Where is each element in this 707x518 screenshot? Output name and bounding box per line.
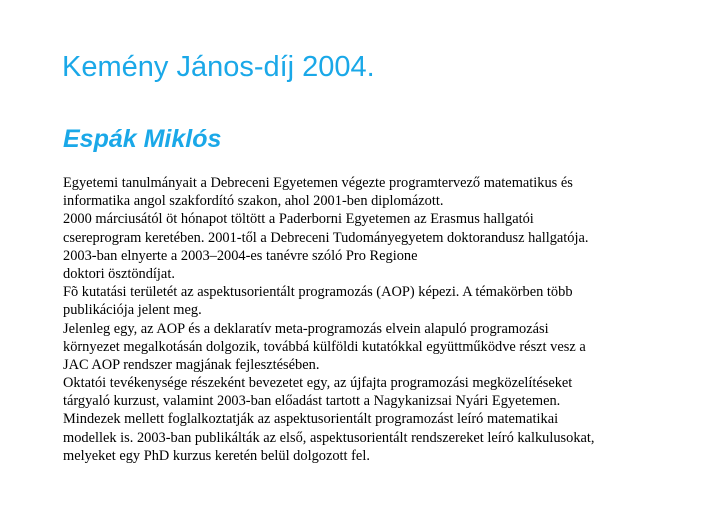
- biography-line: Fõ kutatási területét az aspektusorientált programozás (AOP) képezi. A témakörben több: [63, 284, 573, 301]
- biography-line: tárgyaló kurzust, valamint 2003-ban előadást tartott a Nagykanizsai Nyári Egyetemen.: [63, 393, 561, 410]
- biography-line: Oktatói tevékenysége részeként bevezetet egy, az újfajta programozási megközelítéseket: [63, 375, 573, 392]
- biography-line: Egyetemi tanulmányait a Debreceni Egyetemen végezte programtervező matematikus és: [63, 175, 573, 191]
- biography-line: csereprogram keretében. 2001-től a Debreceni Tudományegyetem doktorandusz hallgatója.: [63, 229, 589, 246]
- biography-line: környezet megalkotásán dolgozik, továbbá külföldi kutatókkal együttműködve részt vesz a: [63, 338, 586, 355]
- biography-line: publikációja jelent meg.: [63, 302, 202, 319]
- biography-line: Jelenleg egy, az AOP és a deklaratív meta-programozás elvein alapuló programozási: [63, 320, 549, 337]
- biography-text: [63, 174, 595, 465]
- biography-line: 2003-ban elnyerte a 2003–2004-es tanévre szóló Pro Regione: [63, 247, 418, 264]
- award-title: Kemény János-díj 2004.: [62, 51, 375, 83]
- biography-line: modellek is. 2003-ban publikálták az első, aspektusorientált rendszereket leíró kalkulusokat,: [63, 429, 595, 446]
- recipient-name: Espák Miklós: [63, 125, 222, 153]
- biography-line: 2000 márciusától öt hónapot töltött a Paderborni Egyetemen az Erasmus hallgatói: [63, 211, 534, 228]
- biography-line: JAC AOP rendszer magjának fejlesztésében.: [63, 356, 320, 373]
- biography-line: informatika angol szakfordító szakon, ahol 2001-ben diplomázott.: [63, 193, 444, 210]
- biography-line: doktori ösztöndíjat.: [63, 265, 175, 282]
- biography-line: melyeket egy PhD kurzus keretén belül dolgozott fel.: [63, 447, 370, 464]
- biography-line: Mindezek mellett foglalkoztatják az aspektusorientált programozást leíró matematikai: [63, 411, 559, 428]
